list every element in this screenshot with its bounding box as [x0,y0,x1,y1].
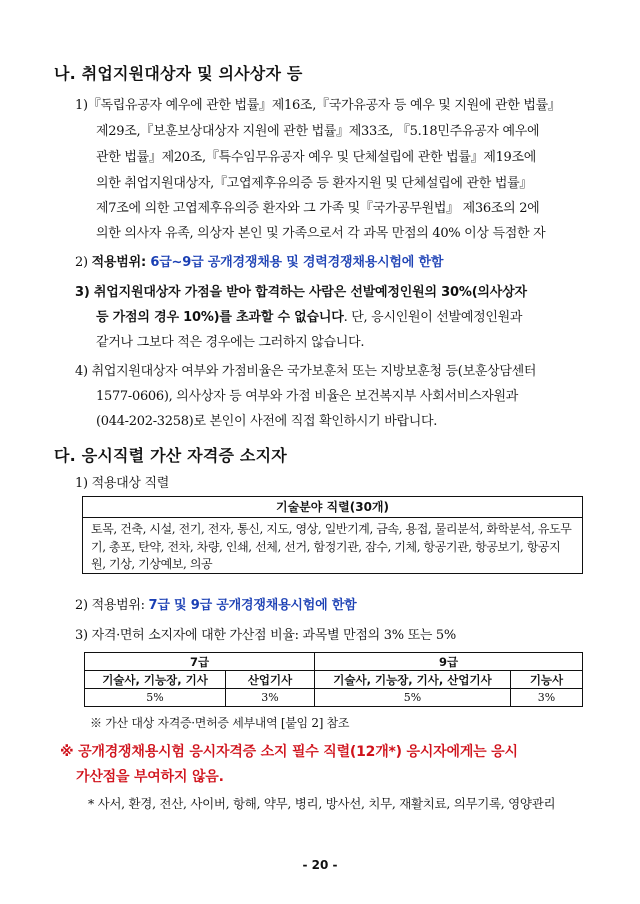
da-item2-value: 7급 및 9급 공개경쟁채용시험에 한함 [148,598,357,613]
footnote: * 사서, 환경, 전산, 사이버, 항해, 약무, 병리, 방사선, 치무, 재활치료, 의무기록, 영양관리 [88,796,556,811]
table-grade9-header: 9급 [315,653,583,671]
warning-line2: 가산점을 부여하지 않음. [76,769,224,785]
item4-line: 4) 취업지원대상자 여부와 가점비율은 국가보훈처 또는 지방보훈청 등(보훈상담센터 [75,364,537,379]
table-col-header: 산업기사 [226,671,315,689]
item3-line2-rest: . 단, 응시인원이 선발예정인원과 [343,310,523,325]
section-title-da: 다. 응시직렬 가산 자격증 소지자 [54,446,287,465]
table-col-header: 기능사 [511,671,583,689]
item3-line2-bold: 등 가점의 경우 10%)를 초과할 수 없습니다 [96,310,344,325]
item4-line: (044-202-3258)로 본인이 사전에 직접 확인하시기 바랍니다. [96,414,438,429]
item2-prefix: 2) [75,255,92,270]
table-grade7-header: 7급 [85,653,315,671]
item2-line [75,251,443,270]
job-series-box [82,496,583,574]
item1-line: 제7조에 의한 고엽제후유의증 환자와 그 가족 및『국가공무원법』 제36조의 2에 [96,201,540,216]
section-title-na: 나. 취업지원대상자 및 의사상자 등 [54,64,303,83]
table-cell: 3% [226,689,315,707]
da-item3: 3) 자격·면허 소지자에 대한 가산점 비율: 과목별 만점의 3% 또는 5% [75,628,456,643]
warning-line1: ※ 공개경쟁채용시험 응시자격증 소지 필수 직렬(12개*) 응시자에게는 응시 [60,744,518,760]
page-number: - 20 - [302,858,338,872]
item1-line: 제29조,『보훈보상대상자 지원에 관한 법률』제33조, 『5.18민주유공자 예우에 [96,124,540,139]
table-cell: 3% [511,689,583,707]
bonus-rate-table [84,652,583,707]
item3-line3: 같거나 그보다 적은 경우에는 그러하지 않습니다. [96,335,365,350]
item1-line: 의한 취업지원대상자,『고엽제후유의증 등 환자지원 및 단체설립에 관한 법률』 [96,176,533,191]
item1-line: 관한 법률』제20조,『특수임무유공자 예우 및 단체설립에 관한 법률』제19조에 [96,150,537,165]
table-col-header: 기술사, 기능장, 기사 [85,671,226,689]
table-cell: 5% [315,689,511,707]
table-cell: 5% [85,689,226,707]
item4-line: 1577-0606), 의사상자 등 여부와 가점 비율은 보건복지부 사회서비스자원과 [96,389,518,404]
item1-line: 1)『독립유공자 예우에 관한 법률』제16조,『국가유공자 등 예우 및 지원에 관한 법률』 [75,98,561,113]
da-item1: 1) 적용대상 직렬 [75,476,169,491]
item3-line1: 3) 취업지원대상자 가점을 받아 합격하는 사람은 선발예정인원의 30%(의사상자 [75,285,527,300]
reference-note: ※ 가산 대상 자격증·면허증 세부내역 [붙임 2] 참조 [90,716,350,730]
item1-line: 의한 의사자 유족, 의상자 본인 및 가족으로서 각 과목 만점의 40% 이상 득점한 자 [96,226,546,241]
item2-label: 적용범위: [91,255,151,270]
da-item2 [75,594,357,613]
table-col-header: 기술사, 기능장, 기사, 산업기사 [315,671,511,689]
item3-line2 [96,306,522,325]
job-series-box-header: 기술분야 직렬(30개) [83,497,582,518]
da-item2-prefix: 2) 적용범위: [75,598,149,613]
job-series-box-body: 토목, 건축, 시설, 전기, 전자, 통신, 지도, 영상, 일반기계, 금속, 용접, 물리분석, 화학분석, 유도무기, 총포, 탄약, 전차, 차량, 인쇄, 선체, 선거, 함정기관, 잠수, 기체, 항공기관, 항공보기, 항공지원, 기상, 기상예보, 의공 [91,522,572,571]
item2-value: 6급∼9급 공개경쟁채용 및 경력경쟁채용시험에 한함 [150,255,444,270]
